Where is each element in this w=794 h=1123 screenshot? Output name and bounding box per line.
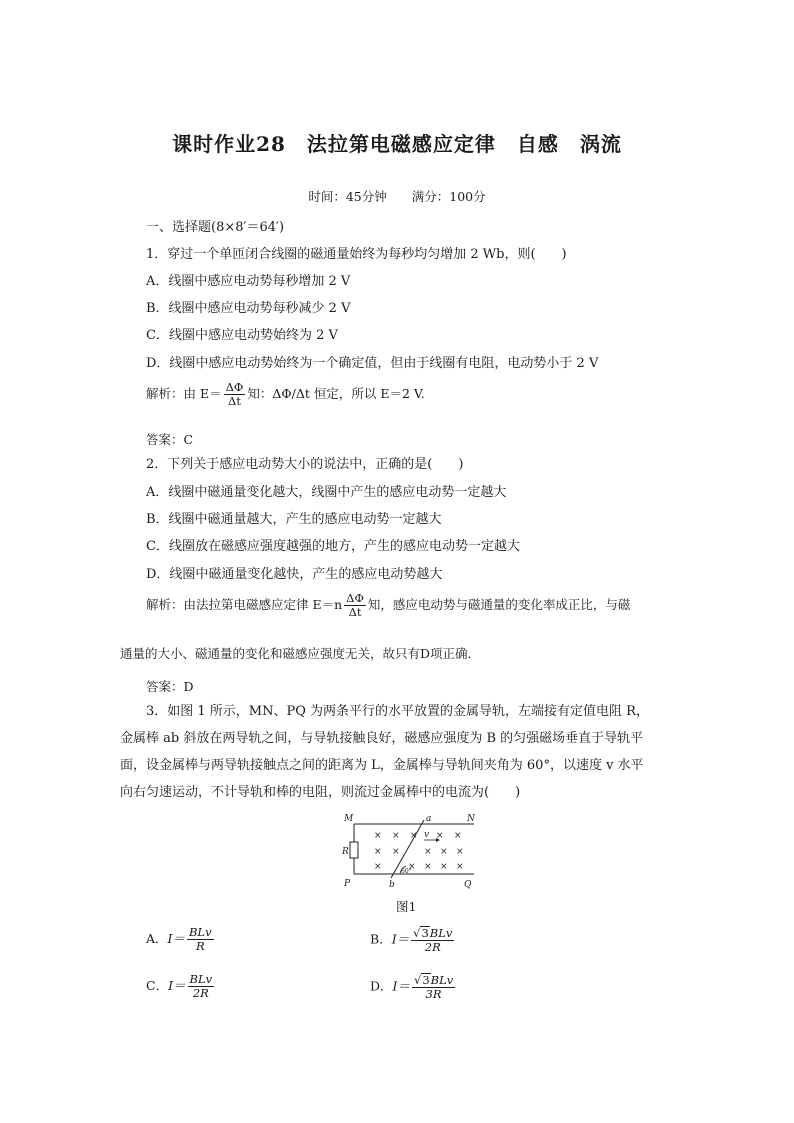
field-cross: × bbox=[374, 831, 382, 841]
exam-meta: 时间：45分钟 满分：100分 bbox=[308, 189, 486, 204]
fraction-numerator: ΔΦ bbox=[225, 380, 244, 394]
analysis-text-post: 知：ΔΦ/Δt 恒定，所以 E＝2 V. bbox=[247, 386, 425, 401]
q1-stem: 1．穿过一个单匝闭合线圈的磁通量始终为每秒均匀增加 2 Wb，则( ) bbox=[146, 247, 567, 262]
q1-answer: 答案：C bbox=[146, 432, 194, 447]
label-r: R bbox=[342, 847, 349, 857]
fraction-denominator: Δt bbox=[344, 605, 366, 619]
q3-option-d bbox=[370, 973, 457, 1001]
q3-option-c bbox=[146, 973, 216, 1000]
analysis-text-pre: 由 E＝ bbox=[183, 386, 222, 401]
fraction-denominator: R bbox=[187, 939, 214, 953]
option-fraction bbox=[412, 973, 455, 1001]
option-fraction bbox=[188, 973, 215, 1000]
label-m: M bbox=[344, 814, 354, 824]
q2-analysis-line2: 通量的大小、磁通量的变化和磁感应强度无关，故只有D项正确． bbox=[120, 646, 481, 661]
q1-analysis bbox=[146, 381, 425, 408]
field-cross: × bbox=[392, 847, 400, 857]
label-q: Q bbox=[464, 880, 472, 890]
label-b: b bbox=[389, 880, 395, 890]
label-n: N bbox=[467, 814, 475, 824]
field-cross: × bbox=[454, 831, 462, 841]
option-lhs: I＝ bbox=[168, 978, 186, 993]
resistor-symbol bbox=[350, 842, 358, 858]
label-a: a bbox=[426, 814, 432, 824]
field-cross: × bbox=[456, 847, 464, 857]
sqrt-radicand: 3 bbox=[421, 926, 429, 940]
fraction-numerator: BLv bbox=[188, 925, 212, 939]
q2-option-c: C．线圈放在磁感应强度越强的地方，产生的感应电动势一定越大 bbox=[146, 539, 520, 554]
option-letter: A． bbox=[146, 931, 168, 946]
option-lhs: I＝ bbox=[392, 978, 410, 994]
q1-option-d: D．线圈中感应电动势始终为一个确定值，但由于线圈有电阻，电动势小于 2 V bbox=[146, 356, 599, 371]
fraction-numerator: BLv bbox=[189, 972, 213, 986]
label-v: v bbox=[424, 830, 430, 840]
field-cross: × bbox=[374, 862, 382, 872]
label-p: P bbox=[344, 879, 351, 889]
field-cross: × bbox=[410, 831, 418, 841]
option-letter: C． bbox=[146, 978, 169, 993]
sqrt-radicand: 3 bbox=[422, 973, 430, 987]
q3-option-b bbox=[370, 926, 456, 954]
option-lhs: I＝ bbox=[167, 931, 185, 946]
fraction-numerator: √3BLv bbox=[413, 973, 454, 987]
figure-1-caption: 图1 bbox=[396, 899, 417, 914]
q3-stem-line2: 金属棒 ab 斜放在两导轨之间，与导轨接触良好，磁感应强度为 B 的匀强磁场垂直于导轨平 bbox=[120, 731, 644, 746]
analysis-text-post: 知，感应电动势与磁通量的变化率成正比，与磁 bbox=[367, 597, 631, 612]
analysis-text-pre: 由法拉第电磁感应定律 E＝n bbox=[183, 597, 343, 612]
fraction-denominator: 2R bbox=[188, 986, 215, 1000]
fraction-denominator: 3R bbox=[412, 987, 455, 1001]
field-cross: × bbox=[440, 862, 448, 872]
fraction-numerator: √3BLv bbox=[413, 926, 453, 940]
option-lhs: I＝ bbox=[391, 931, 410, 947]
q2-answer: 答案：D bbox=[146, 679, 194, 694]
field-cross: × bbox=[374, 847, 382, 857]
label-angle: 60° bbox=[401, 868, 412, 875]
q1-option-b: B．线圈中感应电动势每秒减少 2 V bbox=[146, 301, 351, 316]
option-letter: B． bbox=[370, 931, 392, 947]
fraction bbox=[224, 381, 246, 408]
section-heading: 一、选择题(8×8′＝64′) bbox=[146, 220, 285, 235]
option-fraction bbox=[187, 926, 214, 953]
option-fraction bbox=[411, 926, 454, 954]
q3-stem-line3: 面，设金属棒与两导轨接触点之间的距离为 L，金属棒与导轨间夹角为 60°，以速度 v 水平 bbox=[120, 758, 644, 773]
field-cross: × bbox=[392, 831, 400, 841]
page-title: 课时作业28 法拉第电磁感应定律 自感 涡流 bbox=[172, 132, 622, 156]
q1-option-a: A．线圈中感应电动势每秒增加 2 V bbox=[146, 274, 351, 289]
q3-stem-line4: 向右匀速运动，不计导轨和棒的电阻，则流过金属棒中的电流为( ) bbox=[120, 785, 521, 800]
field-cross: × bbox=[424, 847, 432, 857]
field-cross: × bbox=[440, 847, 448, 857]
q1-option-c: C．线圈中感应电动势始终为 2 V bbox=[146, 328, 338, 343]
figure-1-diagram bbox=[340, 812, 480, 890]
q3-option-a bbox=[146, 926, 216, 953]
q2-stem: 2．下列关于感应电动势大小的说法中，正确的是( ) bbox=[146, 457, 464, 472]
q3-stem-line1: 3．如图 1 所示，MN、PQ 为两条平行的水平放置的金属导轨，左端接有定值电阻 R， bbox=[146, 704, 649, 719]
q2-analysis bbox=[146, 592, 630, 619]
field-cross: × bbox=[408, 862, 416, 872]
field-cross: × bbox=[456, 862, 464, 872]
option-letter: D． bbox=[370, 978, 393, 994]
q2-option-a: A．线圈中磁通量变化越大，线圈中产生的感应电动势一定越大 bbox=[146, 485, 507, 500]
field-cross: × bbox=[436, 831, 444, 841]
fraction-denominator: Δt bbox=[224, 394, 246, 408]
fraction-numerator: ΔΦ bbox=[346, 591, 364, 605]
q2-option-b: B．线圈中磁通量越大，产生的感应电动势一定越大 bbox=[146, 512, 442, 527]
analysis-label: 解析： bbox=[146, 597, 184, 612]
fraction-denominator: 2R bbox=[411, 940, 454, 954]
analysis-label: 解析： bbox=[146, 386, 184, 401]
q2-option-d: D．线圈中磁通量变化越快，产生的感应电动势越大 bbox=[146, 567, 443, 582]
field-cross: × bbox=[424, 862, 432, 872]
fraction bbox=[344, 592, 366, 619]
